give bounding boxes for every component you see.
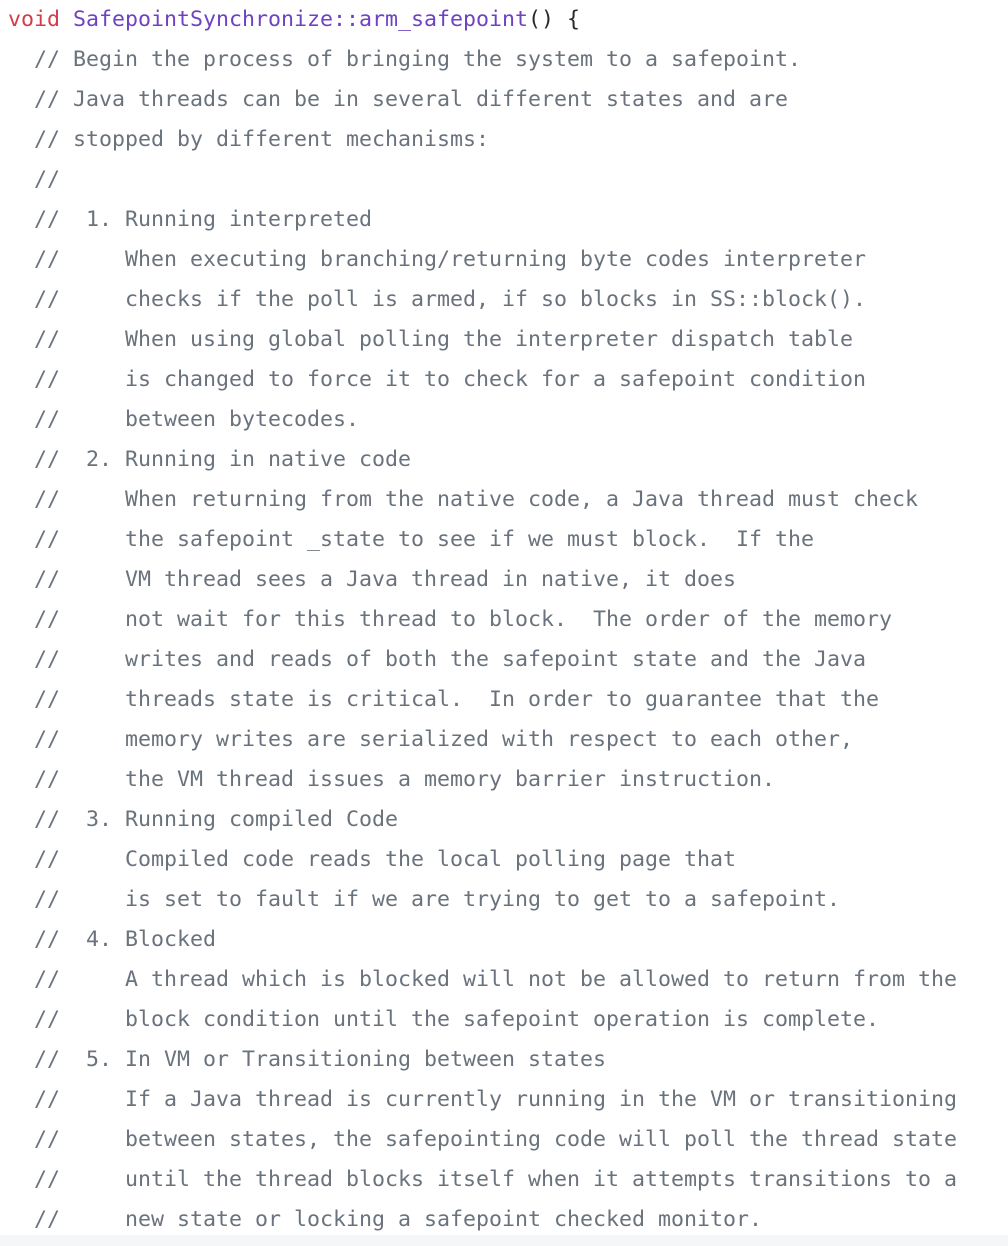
comment-line: // (8, 167, 61, 192)
comment-line: // A thread which is blocked will not be allowed to return from the (8, 967, 958, 992)
comment-line: // Begin the process of bringing the system to a safepoint. (8, 47, 802, 72)
comment-line: // checks if the poll is armed, if so blocks in SS::block(). (8, 287, 867, 312)
comment-line: // new state or locking a safepoint checked monitor. (8, 1207, 763, 1232)
comment-line: // between states, the safepointing code will poll the thread state (8, 1127, 958, 1152)
comment-line: // not wait for this thread to block. The order of the memory (8, 607, 893, 632)
comment-line: // between bytecodes. (8, 407, 360, 432)
page-bottom-strip (0, 1235, 1008, 1246)
comment-line: // When executing branching/returning byte codes interpreter (8, 247, 867, 272)
void-keyword-token: void (8, 7, 74, 32)
signature-punctuation-token: () { (528, 7, 581, 32)
comment-line: // until the thread blocks itself when it attempts transitions to a (8, 1167, 958, 1192)
comment-line: // stopped by different mechanisms: (8, 127, 490, 152)
comment-line: // is changed to force it to check for a safepoint condition (8, 367, 867, 392)
comment-line: // Java threads can be in several different states and are (8, 87, 789, 112)
comment-line: // the VM thread issues a memory barrier instruction. (8, 767, 776, 792)
comment-line: // Compiled code reads the local polling page that (8, 847, 737, 872)
comment-line: // 1. Running interpreted (8, 207, 373, 232)
comment-line: // the safepoint _state to see if we must block. If the (8, 527, 815, 552)
comment-line: // threads state is critical. In order to guarantee that the (8, 687, 880, 712)
comment-line: // When returning from the native code, a Java thread must check (8, 487, 919, 512)
function-name-token: SafepointSynchronize::arm_safepoint (73, 7, 529, 32)
comment-line: // block condition until the safepoint operation is complete. (8, 1007, 880, 1032)
function-signature-line (8, 0, 1008, 40)
comment-line: // 4. Blocked (8, 927, 217, 952)
comment-line: // is set to fault if we are trying to get to a safepoint. (8, 887, 841, 912)
comment-line: // 5. In VM or Transitioning between states (8, 1047, 607, 1072)
comment-line: // VM thread sees a Java thread in native, it does (8, 567, 737, 592)
comment-line: // 2. Running in native code (8, 447, 412, 472)
comment-line: // writes and reads of both the safepoint state and the Java (8, 647, 867, 672)
comment-line: // 3. Running compiled Code (8, 807, 399, 832)
comment-line: // memory writes are serialized with respect to each other, (8, 727, 854, 752)
comment-line: // If a Java thread is currently running in the VM or transitioning (8, 1087, 958, 1112)
comment-line: // When using global polling the interpreter dispatch table (8, 327, 854, 352)
